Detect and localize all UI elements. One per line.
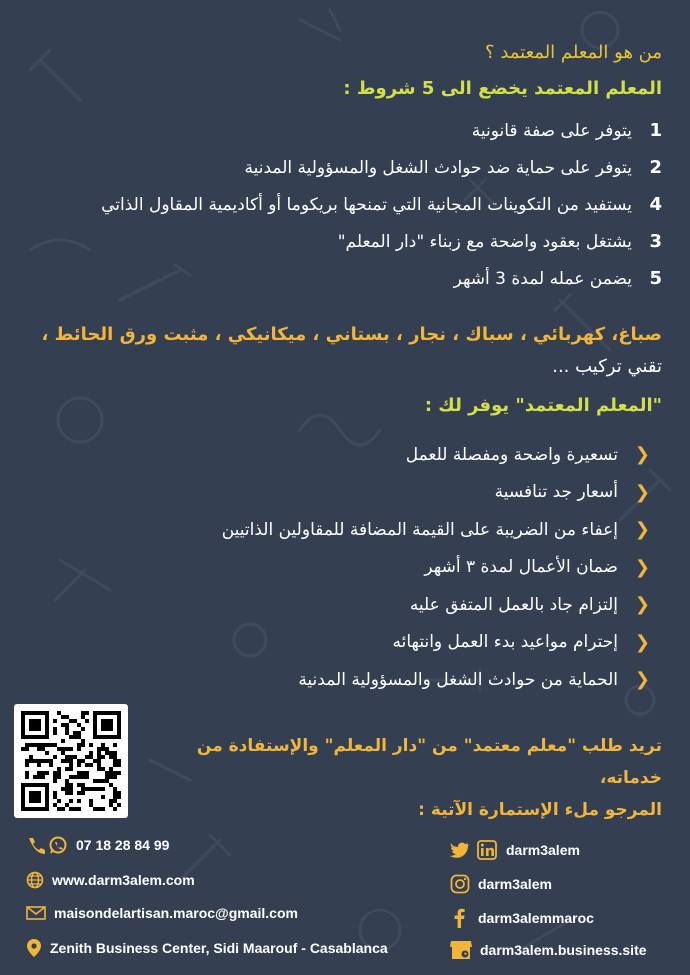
instagram-icon <box>450 874 470 894</box>
offers-heading: "المعلم المعتمد" يوفر لك : <box>424 395 662 416</box>
business-site: darm3alem.business.site <box>480 942 647 958</box>
contact-address[interactable] <box>26 938 388 958</box>
contact-instagram[interactable] <box>450 874 552 894</box>
benefit-text: إلتزام جاد بالعمل المتفق عليه <box>409 594 618 615</box>
globe-icon <box>26 871 44 889</box>
request-text <box>142 730 662 826</box>
qr-code[interactable] <box>14 704 128 818</box>
trades-list-continued: تقني تركيب ... <box>552 356 662 377</box>
google-business-icon <box>450 940 472 960</box>
facebook-handle: darm3alemmaroc <box>478 910 594 926</box>
chevron-left-icon: ❮ <box>634 556 650 578</box>
list-item <box>50 474 650 512</box>
website-url: www.darm3alem.com <box>52 872 195 888</box>
condition-number: 3 <box>649 231 662 252</box>
condition-text: يتوفر على صفة قانونية <box>471 120 632 141</box>
benefit-text: إعفاء من الضريبة على القيمة المضافة للمقاولين الذاتيين <box>221 519 618 540</box>
chevron-left-icon: ❮ <box>634 444 650 466</box>
trades-list: صباغ، كهربائي ، سباك ، نجار ، بستاني ، ميكانيكي ، مثبت ورق الحائط ، <box>41 324 662 345</box>
list-item <box>12 260 662 297</box>
chevron-left-icon: ❮ <box>634 669 650 691</box>
request-line: المرجو ملء الإستمارة الآتية : <box>418 800 662 820</box>
mail-icon <box>26 905 46 921</box>
list-item <box>50 624 650 662</box>
condition-number: 2 <box>649 157 662 178</box>
facebook-icon <box>450 907 470 929</box>
benefit-text: ضمان الأعمال لمدة ٣ أشهر <box>424 557 618 578</box>
benefit-text: إحترام مواعيد بدء العمل وانتهائه <box>392 632 618 653</box>
contact-twitter-linkedin[interactable] <box>450 840 580 860</box>
list-item <box>50 586 650 624</box>
list-item <box>50 549 650 587</box>
location-pin-icon <box>26 938 42 958</box>
condition-number: 1 <box>649 120 662 141</box>
contact-email[interactable] <box>26 905 298 921</box>
contact-phone[interactable] <box>26 836 169 854</box>
conditions-list <box>12 112 662 297</box>
condition-text: يتوفر على حماية ضد حوادث الشغل والمسؤولية المدنية <box>244 157 632 178</box>
phone-number: 07 18 28 84 99 <box>76 837 170 853</box>
condition-text: يستفيد من التكوينات المجانية التي تمنحها بريكوما أو أكاديمية المقاول الذاتي <box>101 194 632 215</box>
list-item <box>50 661 650 699</box>
address: Zenith Business Center, Sidi Maarouf - Casablanca <box>50 940 388 956</box>
email-address: maisondelartisan.maroc@gmail.com <box>54 905 298 921</box>
phone-whatsapp-icon <box>26 836 68 854</box>
list-item <box>12 186 662 223</box>
benefit-text: أسعار جد تنافسية <box>494 482 618 503</box>
list-item <box>12 149 662 186</box>
qr-code-image <box>14 704 128 818</box>
benefit-text: تسعيرة واضحة ومفصلة للعمل <box>405 444 618 465</box>
twitter-linkedin-icon <box>450 840 498 860</box>
list-item <box>50 436 650 474</box>
benefit-text: الحماية من حوادث الشغل والمسؤولية المدنية <box>298 669 618 690</box>
condition-number: 4 <box>649 194 662 215</box>
condition-number: 5 <box>649 268 662 289</box>
instagram-handle: darm3alem <box>478 876 552 892</box>
list-item <box>12 223 662 260</box>
chevron-left-icon: ❮ <box>634 631 650 653</box>
chevron-left-icon: ❮ <box>634 594 650 616</box>
list-item <box>12 112 662 149</box>
chevron-left-icon: ❮ <box>634 481 650 503</box>
page-title: من هو المعلم المعتمد ؟ <box>485 42 662 63</box>
condition-text: يضمن عمله لمدة 3 أشهر <box>453 268 632 289</box>
conditions-heading: المعلم المعتمد يخضع الى 5 شروط : <box>343 78 662 99</box>
benefits-list <box>50 436 650 699</box>
condition-text: يشتغل بعقود واضحة مع زبناء "دار المعلم" <box>337 231 632 252</box>
twitter-handle: darm3alem <box>506 842 580 858</box>
request-line: تريد طلب "معلم معتمد" من "دار المعلم" والإستفادة من خدماته، <box>196 736 662 788</box>
list-item <box>50 511 650 549</box>
contact-website[interactable] <box>26 871 195 889</box>
contact-facebook[interactable] <box>450 907 594 929</box>
contact-google-business[interactable] <box>450 940 647 960</box>
chevron-left-icon: ❮ <box>634 519 650 541</box>
